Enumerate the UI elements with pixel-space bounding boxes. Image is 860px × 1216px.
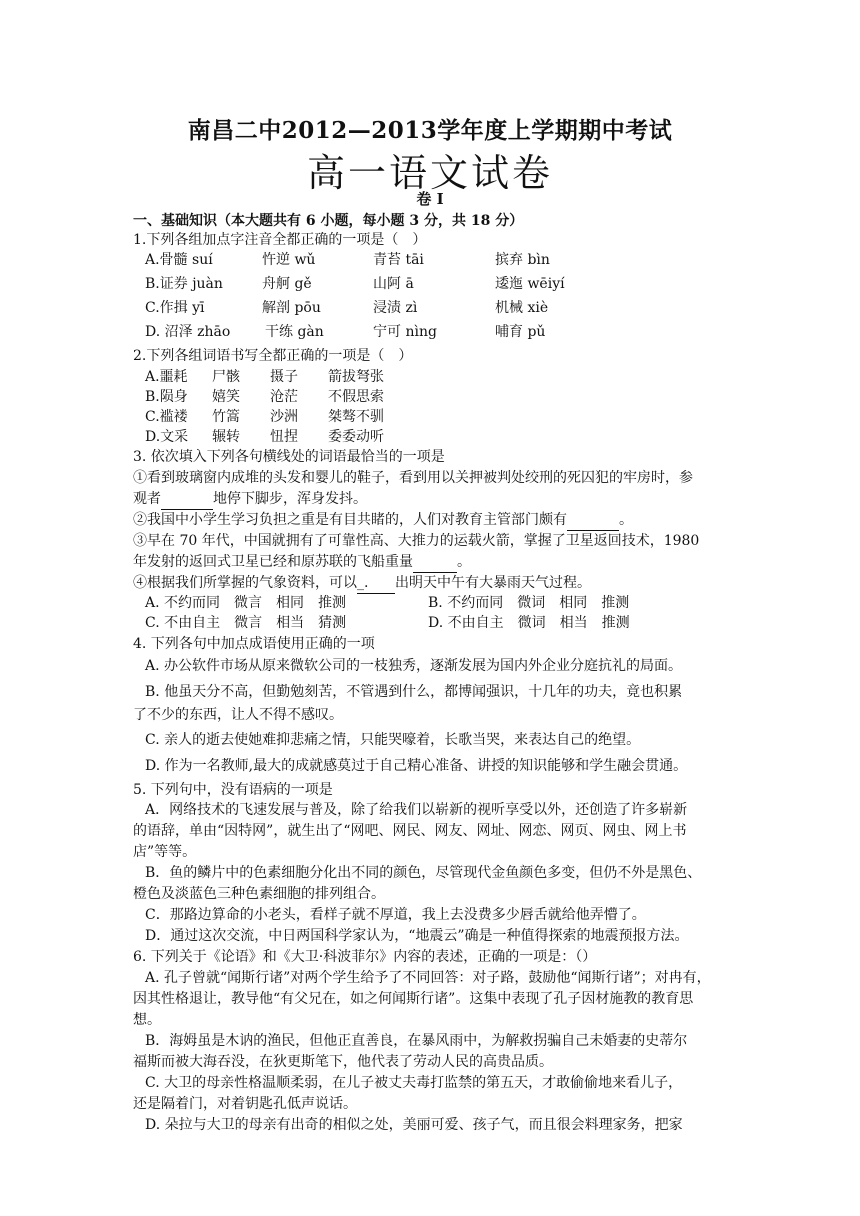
q4-stem: 4. 下列各句中加点成语使用正确的一项	[133, 636, 375, 652]
q3-sentence-1-cont	[133, 489, 733, 510]
q5-option-b: B．鱼的鳞片中的色素细胞分化出不同的颜色，尽管现代金鱼颜色多变，但仍不外是黑色、	[145, 865, 702, 881]
q2-item: 嬉笑	[212, 389, 240, 405]
q3-stem: 3. 依次填入下列各句横线处的词语最恰当的一项是	[133, 449, 445, 465]
q5-option-d: D．通过这次交流，中日两国科学家认为，“地震云”确是一种值得探索的地震预报方法。	[145, 928, 689, 944]
q3-option-d: D. 不由自主 微词 相当 推测	[428, 615, 630, 631]
exam-subtitle: 高一语文试卷	[306, 151, 553, 195]
q5-option-b-cont: 橙色及淡蓝色三种色素细胞的排列组合。	[133, 886, 385, 902]
q2-item: 沙洲	[270, 409, 298, 425]
q3-option-b: B. 不约而同 微词 相同 推测	[428, 595, 630, 611]
q3-sentence-1: ①看到玻璃窗内成堆的头发和婴儿的鞋子，看到用以关押被判处绞刑的死囚犯的牢房时，参	[133, 470, 693, 486]
q1-item: 哺育 pǔ	[495, 324, 546, 340]
q4-option-a: A. 办公软件市场从原来微软公司的一枝独秀，逐渐发展为国内外企业分庭抗礼的局面。	[145, 658, 683, 674]
q3-text: 。	[457, 554, 471, 570]
q6-option-a-cont: 因其性格退让，教导他“有父兄在，如之何闻斯行诸”。这集中表现了孔子因材施教的教育思	[133, 991, 694, 1007]
q4-option-c: C. 亲人的逝去使她难抑悲痛之情，只能哭嚎着，长歌当哭，来表达自己的绝望。	[145, 732, 641, 748]
q6-option-a-cont: 想。	[133, 1012, 161, 1028]
q3-sentence-3: ③早在 70 年代，中国就拥有了可靠性高、大推力的运载火箭，掌握了卫星返回技术，1980	[133, 533, 700, 549]
q1-item: D. 沼泽 zhāo	[145, 324, 231, 340]
q2-item: 沧茫	[270, 389, 298, 405]
q2-item: 桀骜不驯	[328, 409, 384, 425]
q1-item: 宁可 nìng	[373, 324, 437, 340]
q2-item: 辗转	[212, 429, 240, 445]
q1-item: 逶迤 wēiyí	[495, 276, 565, 292]
q1-item: 机械 xiè	[495, 300, 549, 316]
q1-item: 解剖 pōu	[262, 300, 321, 316]
q6-stem: 6. 下列关于《论语》和《大卫·科波菲尔》内容的表述，正确的一项是：（）	[133, 949, 597, 965]
q2-item: C.褴褛	[145, 409, 188, 425]
q3-text: ④根据我们所掌握的气象资料，可以	[133, 575, 357, 591]
q2-item: 委委动听	[328, 429, 384, 445]
q2-item: 忸捏	[270, 429, 298, 445]
q2-item: B.陨身	[145, 389, 188, 405]
q2-item: 尸骸	[212, 369, 240, 385]
q3-option-a: A. 不约而同 微言 相同 推测	[145, 595, 347, 611]
answer-blank: _.	[357, 573, 373, 594]
answer-blank	[413, 552, 457, 573]
q2-item: A.噩耗	[145, 369, 188, 385]
section-heading: 一、基础知识（本大题共有 6 小题，每小题 3 分，共 18 分）	[133, 213, 524, 229]
answer-blank	[567, 510, 619, 531]
q2-item: D.文采	[145, 429, 189, 445]
q5-option-a-cont: 的语辞，单由“因特网”，就生出了“网吧、网民、网友、网址、网恋、网页、网虫、网上书	[133, 823, 687, 839]
q4-option-b: B. 他虽天分不高，但勤勉刻苦，不管遇到什么，都博闻强识，十几年的功夫，竟也积累	[145, 684, 683, 700]
q1-item: A.骨髓 suí	[145, 252, 213, 268]
q1-item: 干练 gàn	[265, 324, 324, 340]
q1-item: 舟舸 gě	[262, 276, 312, 292]
q4-option-b-cont: 了不少的东西，让人不得不感叹。	[133, 707, 343, 723]
q2-item: 摄子	[270, 369, 298, 385]
q6-option-c-cont: 还是隔着门，对着钥匙孔低声说话。	[133, 1096, 357, 1112]
q3-option-c: C. 不由自主 微言 相当 猜测	[145, 615, 347, 631]
q6-option-a: A. 孔子曾就“闻斯行诸”对两个学生给予了不同回答：对子路，鼓励他“闻斯行诸”；对冉有，	[145, 970, 711, 986]
q1-item: 青苔 tāi	[373, 252, 424, 268]
answer-blank	[161, 489, 213, 510]
q6-option-d: D. 朵拉与大卫的母亲有出奇的相似之处，美丽可爱、孩子气，而且很会料理家务，把家	[145, 1117, 683, 1133]
q2-item: 箭拔弩张	[328, 369, 384, 385]
q3-text: 年发射的返回式卫星已经和原苏联的飞船重量	[133, 554, 413, 570]
q5-stem: 5. 下列句中，没有语病的一项是	[133, 782, 333, 798]
q3-text: 出明天中午有大暴雨天气过程。	[395, 575, 591, 591]
q1-item: B.证券 juàn	[145, 276, 223, 292]
q3-text: ②我国中小学生学习负担之重是有目共睹的，人们对教育主管部门颇有	[133, 512, 567, 528]
q3-text: 观者	[133, 491, 161, 507]
q5-option-a: A．网络技术的飞速发展与普及，除了给我们以崭新的视听享受以外，还创造了许多崭新	[145, 802, 688, 818]
answer-blank	[373, 573, 395, 594]
q5-option-c: C．那路边算命的小老头，看样子就不厚道，我上去没费多少唇舌就给他弄懵了。	[145, 907, 646, 923]
q1-item: C.作揖 yī	[145, 300, 205, 316]
q1-item: 忤逆 wǔ	[262, 252, 316, 268]
volume-label: 卷 I	[416, 190, 444, 208]
q1-stem: 1.下列各组加点字注音全都正确的一项是（ ）	[133, 232, 427, 248]
q5-option-a-cont: 店”等等。	[133, 844, 197, 860]
q1-item: 浸渍 zì	[373, 300, 418, 316]
q6-option-b-cont: 福斯而被大海吞没，在狄更斯笔下，他代表了劳动人民的高贵品质。	[133, 1054, 553, 1070]
q3-text: 地停下脚步，浑身发抖。	[213, 491, 367, 507]
q3-text: 。	[619, 512, 633, 528]
q2-stem: 2.下列各组词语书写全都正确的一项是（ ）	[133, 348, 413, 364]
q2-item: 不假思索	[328, 389, 384, 405]
q4-option-d: D. 作为一名教师,最大的成就感莫过于自己精心准备、讲授的知识能够和学生融会贯通。	[145, 758, 688, 774]
q3-sentence-2	[133, 510, 733, 531]
q2-item: 竹篙	[212, 409, 240, 425]
q6-option-b: B．海姆虽是木讷的渔民，但他正直善良，在暴风雨中，为解救拐骗自己未婚妻的史蒂尔	[145, 1033, 688, 1049]
q6-option-c: C. 大卫的母亲性格温顺柔弱，在儿子被丈夫毒打监禁的第五天，才敢偷偷地来看儿子，	[145, 1075, 683, 1091]
q1-item: 摈弃 bìn	[495, 252, 550, 268]
q3-sentence-3-cont	[133, 552, 733, 573]
q1-item: 山阿 ā	[373, 276, 414, 292]
q3-sentence-4	[133, 573, 733, 594]
exam-title: 南昌二中2012—2013学年度上学期期中考试	[187, 117, 673, 144]
